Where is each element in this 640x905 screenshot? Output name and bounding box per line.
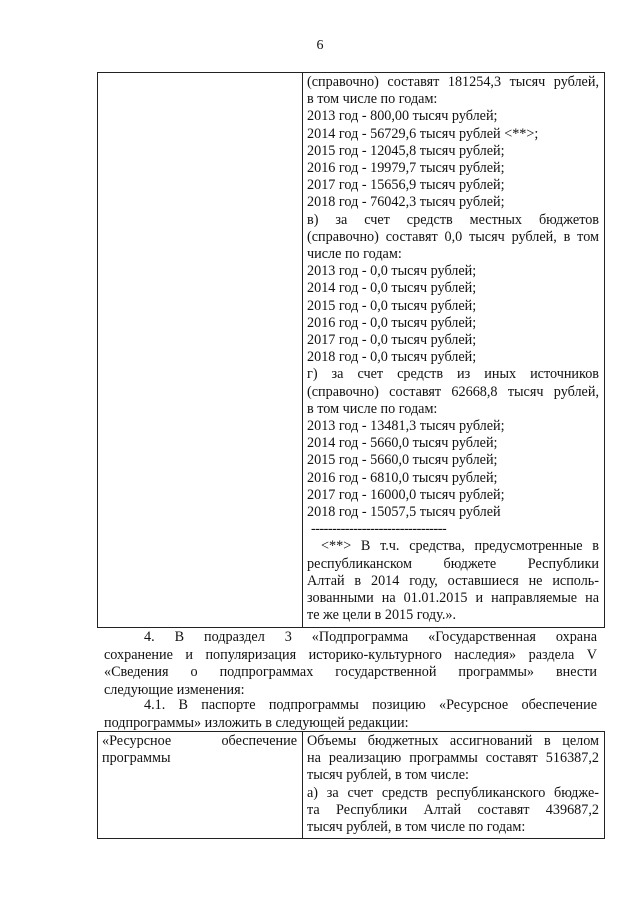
- empty-left-cell: [98, 73, 303, 628]
- funding-details-cell: [303, 73, 605, 628]
- other-sources-year: 2013 год - 13481,3 тысяч рублей;: [307, 418, 505, 435]
- local-budget-year: 2017 год - 0,0 тысяч рублей;: [307, 332, 477, 349]
- resource-value-line: на реализацию программы составят 516387,2: [307, 750, 599, 767]
- funding-year-line: 2013 год - 800,00 тысяч рублей;: [307, 108, 498, 125]
- paragraph-line: 4. В подраздел 3 «Подпрограмма «Государственная охрана: [144, 629, 597, 645]
- resource-value-line: а) за счет средств республиканского бюдже-: [307, 784, 599, 801]
- paragraph-line: следующие изменения:: [104, 681, 245, 698]
- other-sources-line: г) за счет средств из иных источников: [307, 366, 599, 383]
- resource-value-line: тысяч рублей, в том числе по годам:: [307, 819, 526, 836]
- local-budget-year: 2013 год - 0,0 тысяч рублей;: [307, 263, 477, 280]
- resource-label-line: программы: [102, 750, 171, 767]
- other-sources-line: в том числе по годам:: [307, 400, 438, 417]
- local-budget-year: 2016 год - 0,0 тысяч рублей;: [307, 314, 477, 331]
- footnote-line: <**> В т.ч. средства, предусмотренные в: [321, 538, 599, 555]
- local-budget-line: числе по годам:: [307, 246, 402, 263]
- local-budget-line: в) за счет средств местных бюджетов: [307, 211, 599, 228]
- resource-value-line: тысяч рублей, в том числе:: [307, 767, 469, 784]
- other-sources-year: 2018 год - 15057,5 тысяч рублей: [307, 504, 501, 521]
- other-sources-year: 2017 год - 16000,0 тысяч рублей;: [307, 486, 505, 503]
- resource-label-line: «Ресурсное обеспечение: [102, 733, 297, 749]
- funding-year-line: 2016 год - 19979,7 тысяч рублей;: [307, 160, 505, 177]
- resource-value-line: та Республики Алтай составят 439687,2: [307, 801, 599, 818]
- footnote-line: те же цели в 2015 году.».: [307, 607, 457, 624]
- other-sources-year: 2014 год - 5660,0 тысяч рублей;: [307, 435, 498, 452]
- local-budget-year: 2015 год - 0,0 тысяч рублей;: [307, 297, 477, 314]
- local-budget-line: (справочно) составят 0,0 тысяч рублей, в том: [307, 228, 599, 245]
- footnote-line: республиканском бюджете Республики: [307, 555, 599, 572]
- resource-table-continued: [97, 72, 605, 628]
- resource-value-cell: [303, 732, 605, 839]
- resource-provision-table: [97, 731, 605, 839]
- footnote-line: зованными на 01.01.2015 и направляемые на: [307, 590, 599, 607]
- local-budget-year: 2014 год - 0,0 тысяч рублей;: [307, 280, 477, 297]
- other-sources-line: (справочно) составят 62668,8 тысяч рублей,: [307, 383, 599, 400]
- paragraph-4: [104, 629, 597, 699]
- paragraph-line: «Сведения о подпрограммах государственной программы» внести: [104, 664, 597, 681]
- page-number: 6: [316, 38, 324, 53]
- paragraph-line: 4.1. В паспорте подпрограммы позицию «Ресурсное обеспечение: [144, 697, 597, 713]
- paragraph-line: сохранение и популяризация историко-культурного наследия» раздела V: [104, 646, 597, 663]
- resource-label-cell: [98, 732, 303, 839]
- other-sources-year: 2016 год - 6810,0 тысяч рублей;: [307, 469, 498, 486]
- funding-year-line: 2014 год - 56729,6 тысяч рублей <**>;: [307, 125, 539, 142]
- local-budget-year: 2018 год - 0,0 тысяч рублей;: [307, 349, 477, 366]
- funding-year-line: 2018 год - 76042,3 тысяч рублей;: [307, 194, 505, 211]
- funding-year-line: 2017 год - 15656,9 тысяч рублей;: [307, 177, 505, 194]
- footnote-line: Алтай в 2014 году, оставшиеся не исполь-: [307, 572, 599, 589]
- funding-line: (справочно) составят 181254,3 тысяч рублей,: [307, 74, 599, 90]
- funding-line: в том числе по годам:: [307, 91, 438, 108]
- resource-value-line: Объемы бюджетных ассигнований в целом: [307, 733, 599, 749]
- other-sources-year: 2015 год - 5660,0 тысяч рублей;: [307, 452, 498, 469]
- funding-year-line: 2015 год - 12045,8 тысяч рублей;: [307, 142, 505, 159]
- paragraph-4-1: [104, 697, 597, 732]
- footnote-separator: --------------------------------: [311, 521, 447, 538]
- paragraph-line: подпрограммы» изложить в следующей редакции:: [104, 714, 409, 731]
